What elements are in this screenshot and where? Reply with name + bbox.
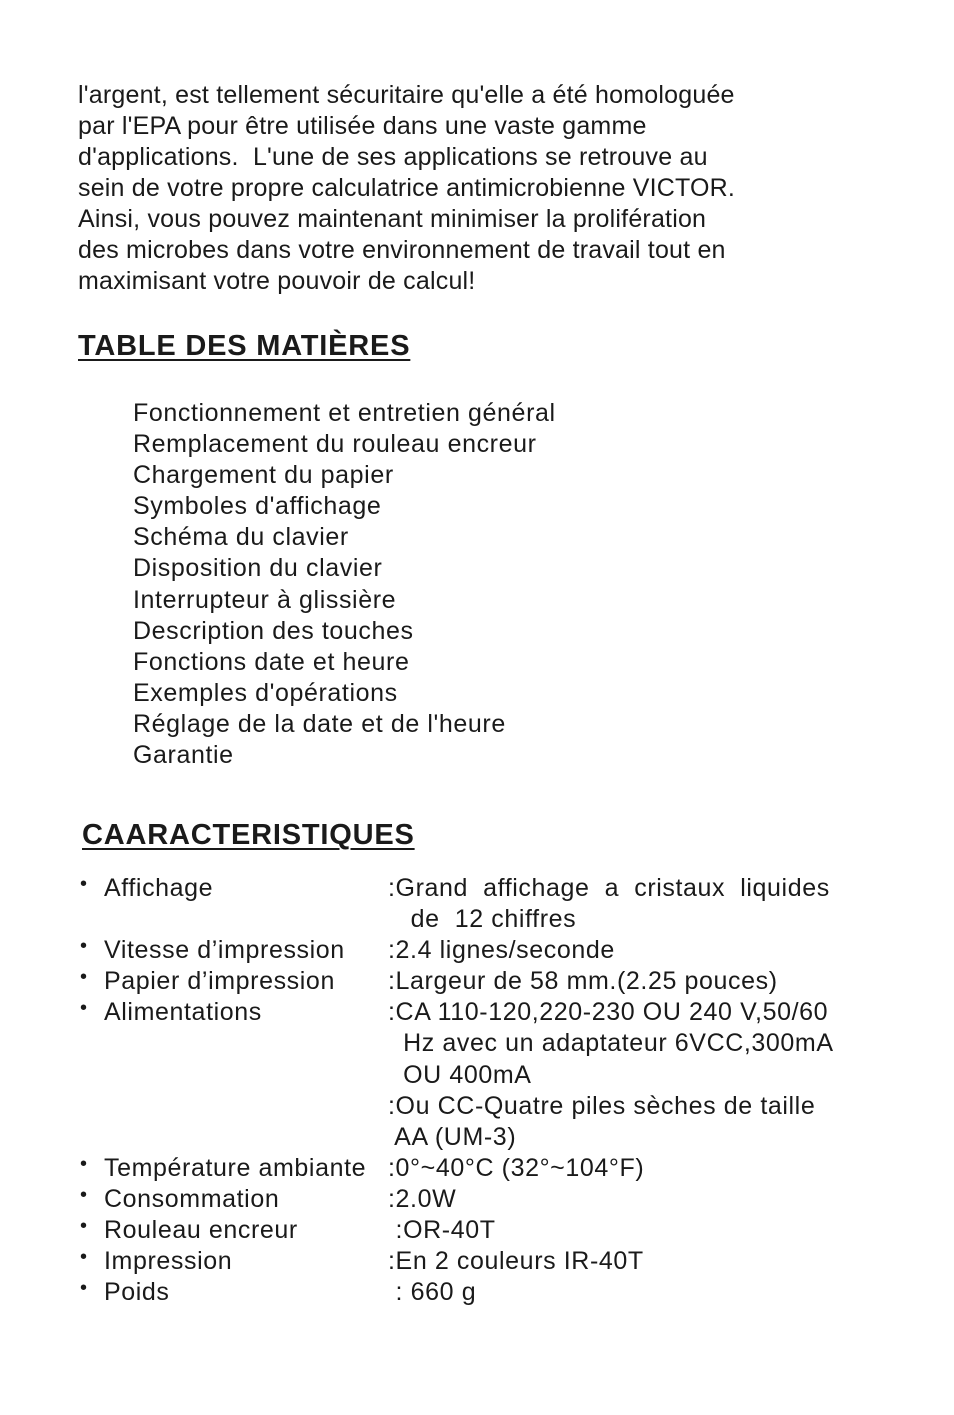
spec-value xyxy=(388,935,920,966)
spec-row-weight xyxy=(80,1277,920,1308)
spec-row-printing xyxy=(80,1246,920,1277)
spec-value xyxy=(388,873,920,935)
toc-list xyxy=(133,398,556,771)
spec-value xyxy=(388,1184,920,1215)
spec-value-line: :En 2 couleurs IR-40T xyxy=(388,1247,644,1276)
spec-value-line: de 12 chiffres xyxy=(388,905,577,934)
toc-item: Disposition du clavier xyxy=(133,554,383,583)
toc-heading: TABLE DES MATIÈRES xyxy=(78,330,411,362)
intro-paragraph xyxy=(78,80,898,297)
spec-value xyxy=(388,966,920,997)
spec-value xyxy=(388,997,920,1152)
intro-line: par l'EPA pour être utilisée dans une vaste gamme xyxy=(78,112,647,140)
bullet-icon: • xyxy=(80,997,88,1020)
intro-line: Ainsi, vous pouvez maintenant minimiser la prolifération xyxy=(78,205,707,233)
spec-label: Poids xyxy=(104,1278,170,1307)
intro-line: sein de votre propre calculatrice antimicrobienne VICTOR. xyxy=(78,174,736,202)
spec-value-line: :0°~40°C (32°~104°F) xyxy=(388,1153,645,1182)
intro-line: d'applications. L'une de ses applications se retrouve au xyxy=(78,143,708,171)
spec-value xyxy=(388,1215,920,1246)
specs-list xyxy=(80,873,920,1308)
spec-row-temperature xyxy=(80,1153,920,1184)
bullet-icon: • xyxy=(80,935,88,958)
spec-label: Température ambiante xyxy=(104,1153,367,1182)
specs-heading: CAARACTERISTIQUES xyxy=(82,819,415,851)
toc-item: Garantie xyxy=(133,741,234,770)
toc-item: Description des touches xyxy=(133,616,414,645)
spec-value-line: Hz avec un adaptateur 6VCC,300mA xyxy=(388,1029,834,1058)
bullet-icon: • xyxy=(80,1215,88,1238)
spec-value xyxy=(388,1277,920,1308)
spec-value-line: OU 400mA xyxy=(388,1060,532,1089)
spec-value-line: :2.0W xyxy=(388,1184,457,1213)
bullet-icon: • xyxy=(80,1277,88,1300)
spec-label: Papier d’impression xyxy=(104,967,335,996)
toc-item: Interrupteur à glissière xyxy=(133,585,397,614)
bullet-icon: • xyxy=(80,1246,88,1269)
bullet-icon: • xyxy=(80,1152,88,1175)
spec-row-ink-roller xyxy=(80,1215,920,1246)
toc-item: Fonctions date et heure xyxy=(133,647,410,676)
toc-item: Chargement du papier xyxy=(133,461,394,490)
bullet-icon: • xyxy=(80,1183,88,1206)
toc-item: Exemples d'opérations xyxy=(133,678,398,707)
intro-line: l'argent, est tellement sécuritaire qu'elle a été homologuée xyxy=(78,81,735,109)
spec-value-line: :Ou CC-Quatre piles sèches de taille xyxy=(388,1091,816,1120)
spec-value-line: :Largeur de 58 mm.(2.25 pouces) xyxy=(388,967,778,996)
spec-value-line: : 660 g xyxy=(388,1278,477,1307)
intro-line: maximisant votre pouvoir de calcul! xyxy=(78,267,476,295)
spec-row-print-speed xyxy=(80,935,920,966)
spec-row-consumption xyxy=(80,1184,920,1215)
spec-row-display xyxy=(80,873,920,935)
toc-item: Schéma du clavier xyxy=(133,523,349,552)
spec-label: Affichage xyxy=(104,874,214,902)
toc-item: Symboles d'affichage xyxy=(133,492,382,521)
bullet-icon: • xyxy=(80,966,88,989)
spec-label: Vitesse d’impression xyxy=(104,936,345,965)
toc-item: Fonctionnement et entretien général xyxy=(133,399,556,427)
spec-value xyxy=(388,1153,920,1184)
spec-value-line: :OR-40T xyxy=(388,1216,496,1245)
toc-item: Remplacement du rouleau encreur xyxy=(133,430,537,459)
spec-label: Impression xyxy=(104,1247,233,1276)
spec-value-line: AA (UM-3) xyxy=(388,1122,517,1151)
spec-value-line: :2.4 lignes/seconde xyxy=(388,936,615,965)
spec-value xyxy=(388,1246,920,1277)
spec-label: Consommation xyxy=(104,1184,280,1213)
spec-value-line: :CA 110-120,220-230 OU 240 V,50/60 xyxy=(388,998,829,1027)
spec-label: Alimentations xyxy=(104,998,262,1027)
spec-row-paper xyxy=(80,966,920,997)
spec-label: Rouleau encreur xyxy=(104,1216,298,1245)
bullet-icon: • xyxy=(80,873,88,895)
intro-line: des microbes dans votre environnement de travail tout en xyxy=(78,236,726,264)
spec-row-power xyxy=(80,997,920,1152)
spec-value-line: :Grand affichage a cristaux liquides xyxy=(388,874,830,902)
toc-item: Réglage de la date et de l'heure xyxy=(133,709,506,738)
